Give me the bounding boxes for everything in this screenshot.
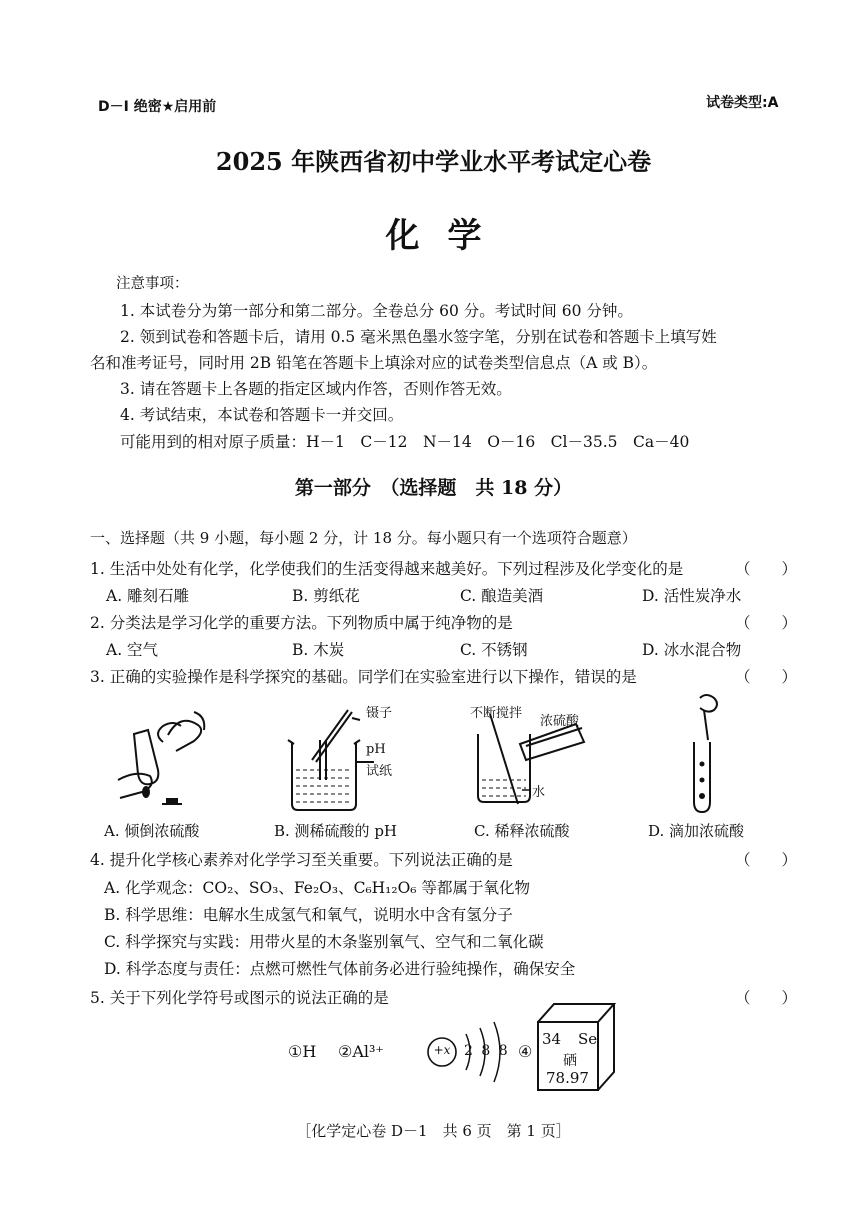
- q3-answer-paren: （ ）: [735, 668, 798, 686]
- q2-option-d: D. 冰水混合物: [642, 641, 742, 659]
- atom-nucleus-label: +x: [433, 1043, 451, 1057]
- exam-title: 2025 年陕西省初中学业水平考试定心卷: [215, 147, 652, 176]
- notice-item-3: 3. 请在答题卡上各题的指定区域内作答，否则作答无效。: [120, 380, 512, 398]
- header-left: D－I 绝密★启用前: [98, 99, 217, 115]
- q4-option-d: D. 科学态度与责任：点燃可燃性气体前务必进行验纯操作，确保安全: [104, 960, 576, 978]
- notice-item-2: 2. 领到试卷和答题卡后，请用 0.5 毫米黑色墨水签字笔，分别在试卷和答题卡上填写姓: [120, 328, 717, 346]
- q3-option-c: C. 稀释浓硫酸: [474, 822, 570, 840]
- q1-option-b: B. 剪纸花: [292, 587, 360, 605]
- element-name: 硒: [563, 1053, 577, 1069]
- q1-option-a: A. 雕刻石雕: [106, 587, 190, 605]
- symbol-1-h: ①H: [288, 1042, 317, 1061]
- q5-stem: 5. 关于下列化学符号或图示的说法正确的是: [90, 989, 389, 1007]
- notice-item-2-cont: 名和准考证号，同时用 2B 铅笔在答题卡上填涂对应的试卷类型信息点（A 或 B）。: [90, 354, 658, 372]
- label-conc-acid: 浓硫酸: [540, 714, 580, 729]
- figure-d-dropping: [680, 692, 740, 817]
- q4-option-a: A. 化学观念：CO₂、SO₃、Fe₂O₃、C₆H₁₂O₆ 等都属于氧化物: [104, 879, 530, 897]
- notice-item-4: 4. 考试结束，本试卷和答题卡一并交回。: [120, 406, 404, 424]
- figure-b-ph-test: [282, 700, 422, 815]
- element-mass: 78.97: [546, 1069, 589, 1087]
- symbol-4-label: ④: [518, 1042, 533, 1061]
- q3-stem: 3. 正确的实验操作是科学探究的基础。同学们在实验室进行以下操作，错误的是: [90, 668, 637, 686]
- q2-option-a: A. 空气: [106, 641, 159, 659]
- atom-shells-label: 2 8 8: [464, 1043, 510, 1059]
- q1-answer-paren: （ ）: [735, 560, 798, 578]
- q3-option-b: B. 测稀硫酸的 pH: [274, 822, 398, 840]
- symbol-2-al: ②Al³⁺: [338, 1042, 384, 1061]
- element-symbol: Se: [578, 1030, 598, 1048]
- section1-heading: 一、选择题（共 9 小题，每小题 2 分，计 18 分。每小题只有一个选项符合题意）: [90, 529, 637, 547]
- q1-option-d: D. 活性炭净水: [642, 587, 742, 605]
- q2-answer-paren: （ ）: [735, 614, 798, 632]
- header-right: 试卷类型:A: [706, 95, 779, 111]
- label-stir: 不断搅拌: [470, 706, 523, 721]
- q2-option-c: C. 不锈钢: [460, 641, 528, 659]
- figure-a-pouring: [108, 700, 218, 815]
- q5-answer-paren: （ ）: [735, 989, 798, 1007]
- label-tweezers: 镊子: [366, 706, 393, 721]
- notice-heading: 注意事项：: [116, 276, 189, 292]
- subject-title: 化学: [385, 216, 510, 256]
- q1-option-c: C. 酿造美酒: [460, 587, 544, 605]
- element-number: 34: [542, 1030, 562, 1048]
- q3-option-a: A. 倾倒浓硫酸: [104, 822, 200, 840]
- q4-option-c: C. 科学探究与实践：用带火星的木条鉴别氧气、空气和二氧化碳: [104, 933, 544, 951]
- q3-option-d: D. 滴加浓硫酸: [648, 822, 745, 840]
- label-ph: pH: [366, 742, 386, 757]
- q4-answer-paren: （ ）: [735, 851, 798, 869]
- page-footer: ［化学定心卷 D－1 共 6 页 第 1 页］: [296, 1122, 571, 1140]
- notice-item-1: 1. 本试卷分为第一部分和第二部分。全卷总分 60 分。考试时间 60 分钟。: [120, 302, 633, 320]
- q4-stem: 4. 提升化学核心素养对化学学习至关重要。下列说法正确的是: [90, 851, 513, 869]
- q1-stem: 1. 生活中处处有化学，化学使我们的生活变得越来越美好。下列过程涉及化学变化的是: [90, 560, 684, 578]
- label-water: 水: [532, 785, 546, 800]
- atomic-masses: 可能用到的相对原子质量：H－1 C－12 N－14 O－16 Cl－35.5 Ca－40: [120, 433, 690, 451]
- label-test-paper: 试纸: [366, 764, 393, 779]
- q2-option-b: B. 木炭: [292, 641, 345, 659]
- q2-stem: 2. 分类法是学习化学的重要方法。下列物质中属于纯净物的是: [90, 614, 513, 632]
- q4-option-b: B. 科学思维：电解水生成氢气和氧气，说明水中含有氢分子: [104, 906, 513, 924]
- part1-title: 第一部分 （选择题 共 18 分）: [294, 477, 573, 499]
